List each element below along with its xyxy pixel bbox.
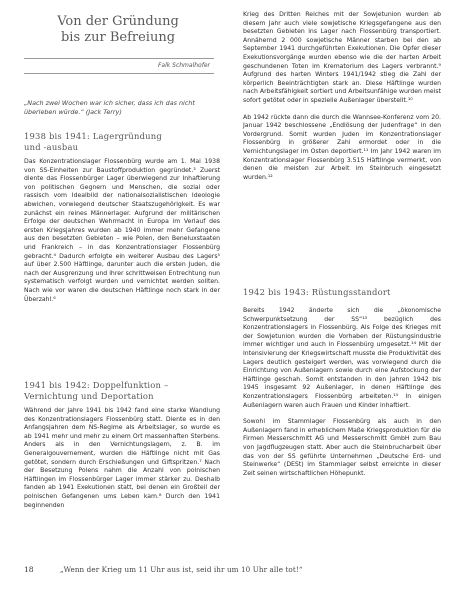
- section-heading-line: und -ausbau: [24, 142, 79, 153]
- right-column-continuation: [243, 11, 441, 190]
- body-paragraph: Ab 1942 rückte dann die durch die Wannsee-Konferenz vom 20. Januar 1942 beschlossene „Endlösung der Judenfrage“ in den Vordergrund. Somit wurden Juden im Konzentrationslager Flossenbürg in größerer Zahl ermordet oder in die Vernichtungslager im Osten deportiert.¹¹ Im Jahr 1942 waren im Konzentrationslager Flossenbürg 3.515 Häftlinge vermerkt, von denen die meisten zur Arbeit im Steinbruch eingesetzt wurden.¹²: [243, 113, 441, 181]
- section-heading-1941-1942: [24, 380, 224, 403]
- author-name: Falk Schmalhofer: [157, 62, 210, 69]
- title-line-1: Von der Gründung: [57, 14, 179, 29]
- section-heading-1942-1943: [243, 287, 443, 298]
- section-heading-line: 1941 bis 1942: Doppelfunktion –: [24, 380, 169, 390]
- body-paragraph: Bereits 1942 änderte sich die „ökonomische Schwerpunktsetzung der SS“¹³ bezüglich des Konzentrationslagers in Flossenbürg. Als Folge des Krieges mit der Sowjetunion wurden die Vorhaben der Rüstungsindustrie immer wichtiger und auch in Flossenbürg umgesetzt.¹⁴ Mit der Intensivierung der Kriegswirtschaft musste die Produktivität des Lagers deutlich gesteigert werden, was vorwiegend durch die Einrichtung von Außenlagern sowie durch eine Aufstockung der Häftlinge geschah. Somit entstanden in den Jahren 1942 bis 1945 insgesamt 92 Außenlager, in denen Häftlinge des Konzentrationslagers Flossenbürg arbeiteten.¹⁵ In einigen Außenlagern waren auch Frauen und Kinder inhaftiert.: [243, 307, 441, 409]
- section-body-1938-1941: [24, 158, 220, 312]
- section-heading-line: 1938 bis 1941: Lagergründung: [24, 131, 162, 141]
- body-paragraph: Während der Jahre 1941 bis 1942 fand eine starke Wandlung des Konzentrationslagers Flossenbürg statt. Diente es in den Anfangsjahren dem NS-Regime als Arbeitslager, so wurde es ab 1941 mehr und mehr zu einem Ort massenhaften Sterbens. Anders als in den Vernichtungslagern, z. B. im Generalgouvernement, wurden die Häftlinge nicht mit Gas getötet, sondern durch Erschießungen und Giftspritzen.⁷ Nach der Besetzung Polens nahm die Anzahl von polnischen Häftlingen im Flossenbürger Lager immer stärker zu. Deshalb fanden ab 1941 Exekutionen statt, bei denen ein Großteil der polnischen Gefangenen ums Leben kam.⁸ Durch den 1941 beginnenden: [24, 407, 220, 509]
- title-rule-bottom: [24, 73, 214, 74]
- section-body-1942-1943: [243, 307, 441, 486]
- section-body-1941-1942: [24, 407, 220, 518]
- section-heading-line: Vernichtung und Deportation: [24, 391, 154, 402]
- page-number: 18: [24, 565, 34, 574]
- body-paragraph: Das Konzentrationslager Flossenbürg wurde am 1. Mai 1938 von SS-Einheiten zur Baustoffproduktion gegründet.³ Zuerst diente das Flossenbürger Lager überwiegend zur Inhaftierung von politischen Gegnern und Menschen, die sozial oder rassisch vom Idealbild der nationalsozialistischen Ideologie abwichen, vorwiegend deutscher Staatszugehörigkeit. Es war zunächst ein reines Männerlager. Aufgrund der militärischen Erfolge der deutschen Wehrmacht in Europa im Verlauf des ersten Kriegsjahres wurden ab 1940 immer mehr Gefangene aus den besetzten Gebieten – wie Polen, den Beneluxstaaten und Frankreich – in das Konzentrationslager Flossenbürg gebracht.⁴ Dadurch erfolgte ein weiterer Ausbau des Lagers⁵ auf über 2.500 Häftlinge, darunter auch die ersten Juden, die nach der Ausgrenzung und ihrer schrittweisen Entrechtung nun systematisch verfolgt wurden und vernichtet werden sollten. Nach wie vor waren die deutschen Häftlinge noch stark in der Überzahl.⁶: [24, 158, 220, 303]
- section-heading-1938-1941: [24, 131, 224, 154]
- body-paragraph: Sowohl im Stammlager Flossenbürg als auch in den Außenlagern fand in erheblichem Maße Kriegsproduktion für die Firmen Messerschmitt AG und Messerschmitt GmbH zum Bau von Jagdflugzeugen statt. Aber auch die Steinbrucharbeit über das von der SS geführte Unternehmen „Deutsche Erd- und Steinwerke“ (DESt) im Stammlager selbst erreichte in dieser Zeit seinen wirtschaftlichen Höhepunkt.: [243, 418, 441, 477]
- body-paragraph: Krieg des Dritten Reiches mit der Sowjetunion wurden ab diesem Jahr auch viele sowjetische Kriegsgefangene aus den besetzten Gebieten ins Lager nach Flossenbürg transportiert. Annähernd 2 000 sowjetische Männer starben bei den ab September 1941 durchgeführten Exekutionen. Die Opfer dieser Exekutionsvorgänge wurden ebenso wie die der harten Arbeit geschundenen Toten im Krematorium des Lagers verbrannt.⁹ Aufgrund des harten Winters 1941/1942 stieg die Zahl der körperlich Beeinträchtigten stark an. Diese Häftlinge wurden nach Arbeitsfähigkeit sortiert und Arbeitsunfähige wurden meist sofort getötet oder in spezielle Außenlager überstellt.¹⁰: [243, 11, 441, 104]
- page-title: [24, 14, 212, 46]
- section-heading-line: 1942 bis 1943: Rüstungsstandort: [243, 287, 391, 297]
- running-head: „Wenn der Krieg um 11 Uhr aus ist, seid ihr um 10 Uhr alle tot!“: [60, 565, 303, 574]
- epigraph-quote: „Nach zwei Wochen war ich sicher, dass ich das nicht überleben würde.“ (Jack Terry): [24, 99, 195, 116]
- title-rule-top: [24, 58, 214, 59]
- title-line-2: bis zur Befreiung: [60, 30, 176, 45]
